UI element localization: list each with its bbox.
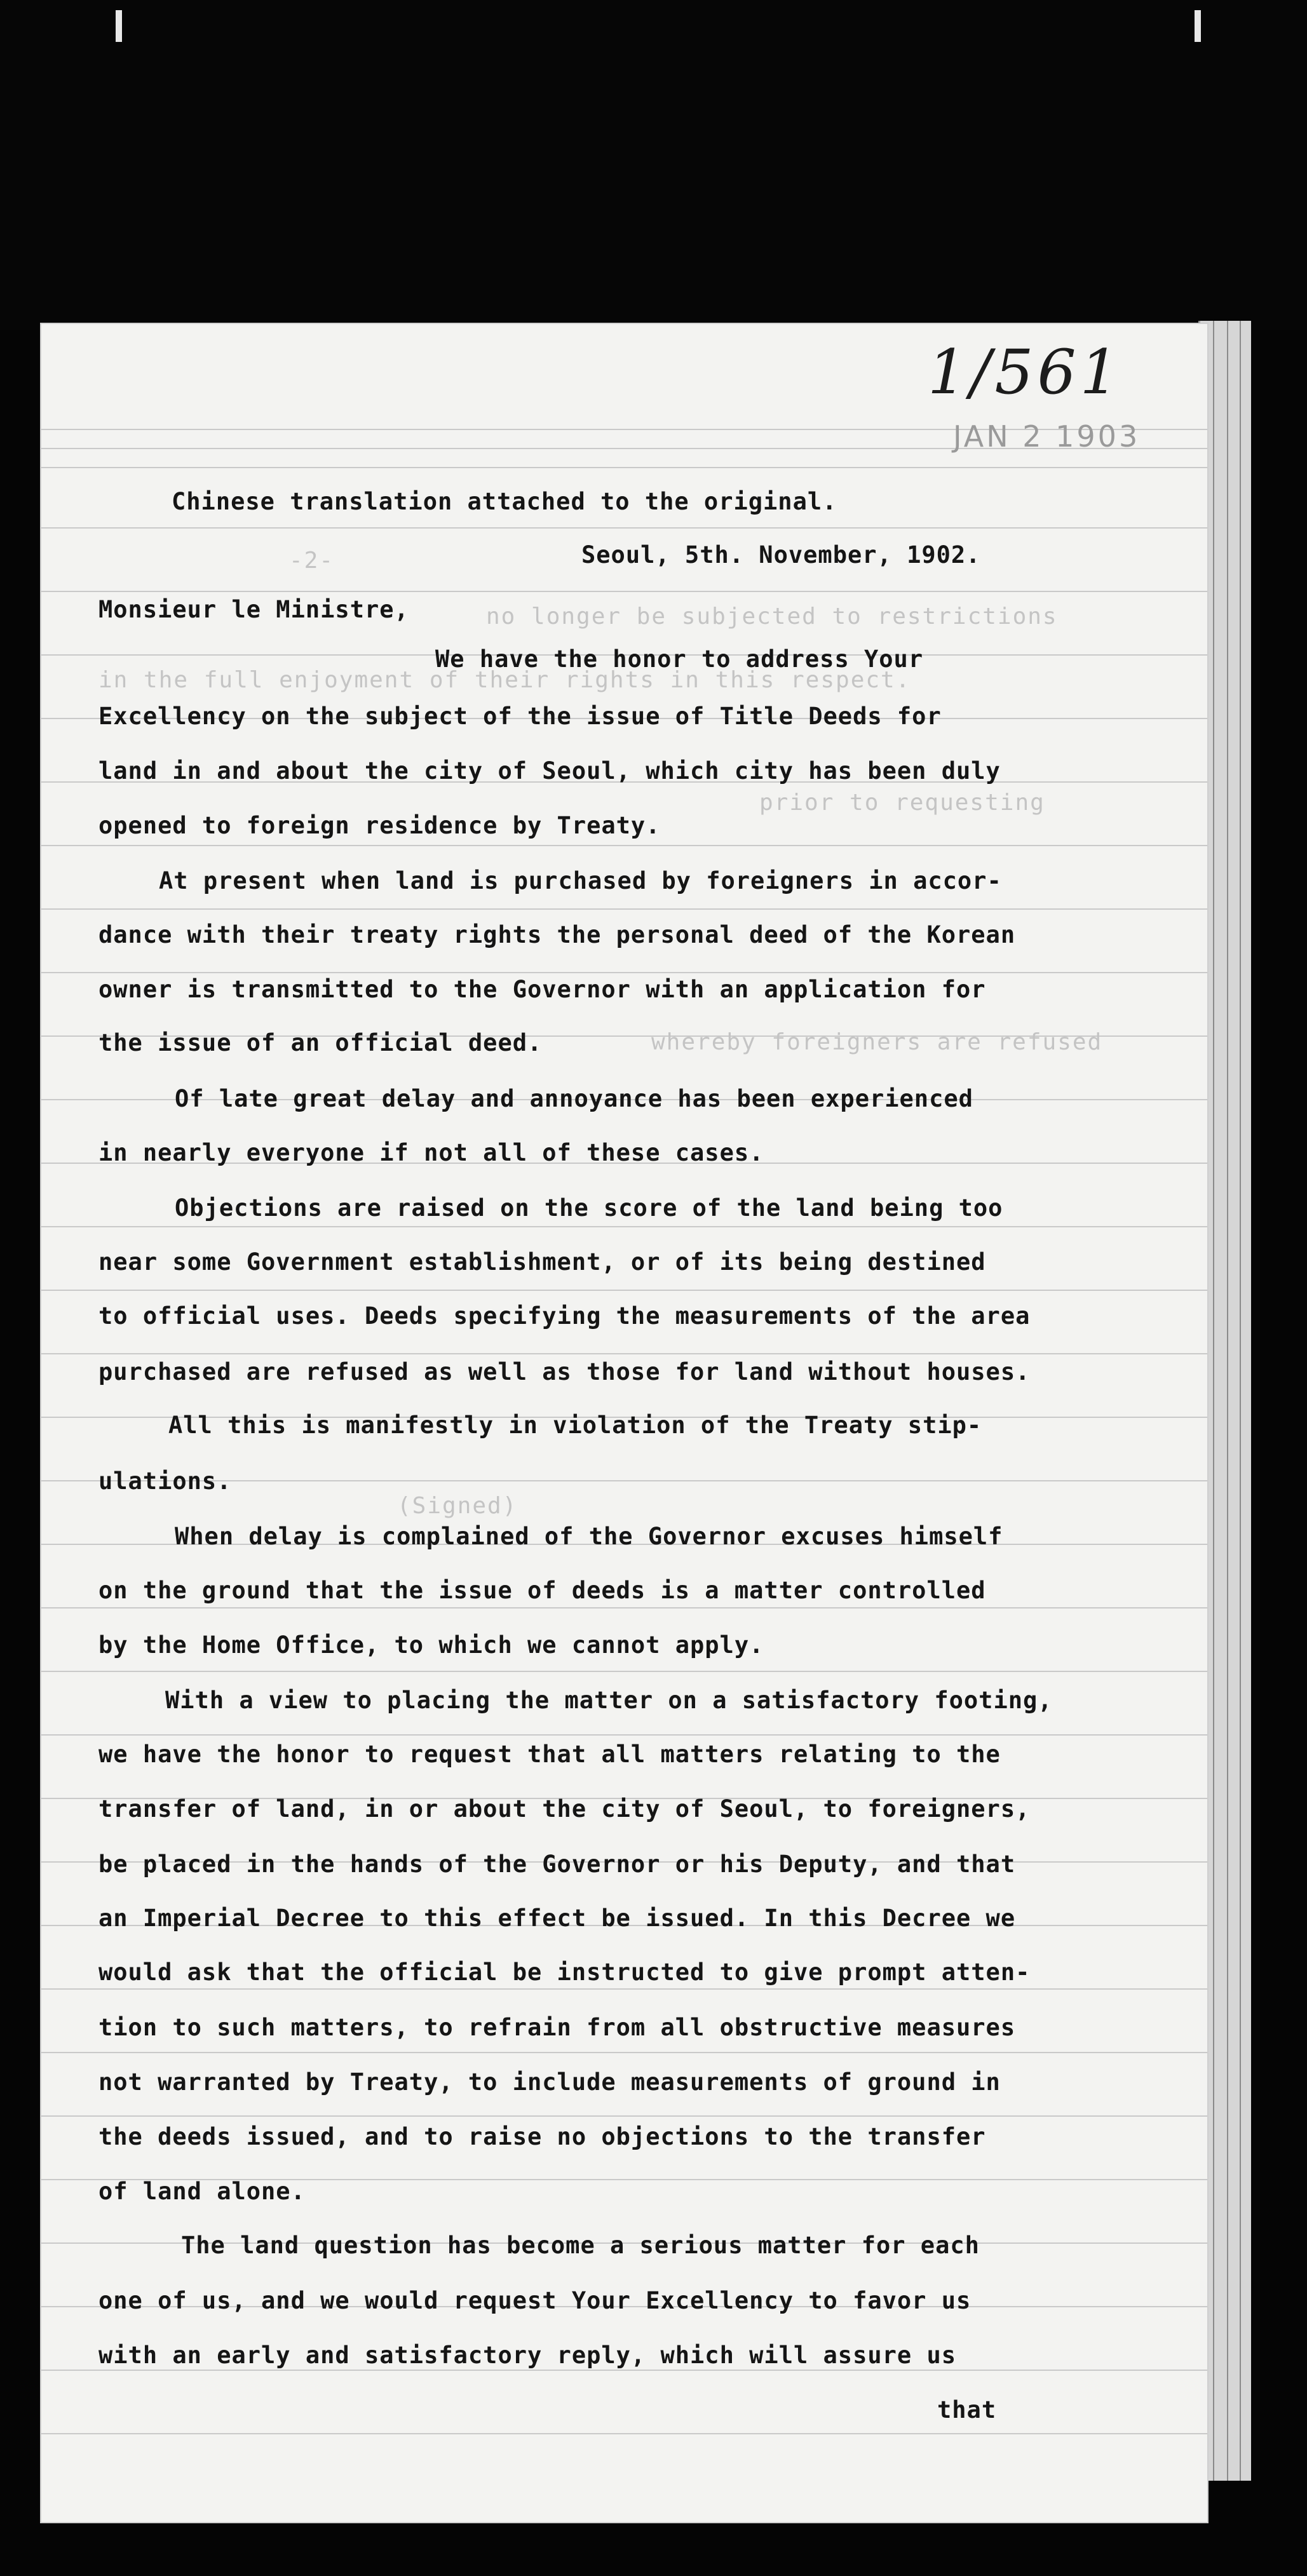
ruled-line [41,908,1207,910]
body-line: owner is transmitted to the Governor with an application for [98,976,986,1003]
ruled-line [41,2433,1207,2434]
catchword: that [937,2396,997,2424]
body-line: purchased are refused as well as those for land without houses. [98,1358,1031,1386]
body-line: on the ground that the issue of deeds is a matter controlled [98,1577,986,1604]
body-line: in nearly everyone if not all of these cases. [98,1139,764,1166]
page-edge-line [1213,321,1214,2481]
ruled-line [41,527,1207,529]
body-line: With a view to placing the matter on a satisfactory footing, [165,1687,1053,1714]
ruled-line [41,1734,1207,1736]
ruled-line [41,1290,1207,1291]
ruled-line [41,467,1207,468]
body-line: near some Government establishment, or of its being destined [98,1248,986,1276]
ruled-line [41,1353,1207,1354]
body-line: the deeds issued, and to raise no objections to the transfer [98,2123,986,2150]
ruled-line [41,1226,1207,1227]
body-line: ulations. [98,1467,232,1495]
body-line: with an early and satisfactory reply, which will assure us [98,2342,957,2369]
body-line: transfer of land, in or about the city of Seoul, to foreigners, [98,1795,1031,1823]
bleed-through-text: whereby foreigners are refused [651,1029,1103,1055]
page-edge-line [1240,321,1241,2481]
ruled-line [41,2052,1207,2053]
bleed-through-text: no longer be subjected to restrictions [486,604,1058,630]
body-line: an Imperial Decree to this effect be issued. In this Decree we [98,1905,1016,1932]
body-line: At present when land is purchased by foreigners in accor- [159,867,1002,894]
bleed-through-text: (Signed) [397,1493,518,1519]
dateline: Seoul, 5th. November, 1902. [581,541,981,569]
body-line: would ask that the official be instructed to give prompt atten- [98,1959,1031,1986]
body-line: of land alone. [98,2178,306,2205]
body-line: The land question has become a serious matter for each [181,2232,980,2259]
film-frame-mark [116,10,122,42]
body-line: tion to such matters, to refrain from all obstructive measures [98,2014,1016,2041]
ruled-line [41,591,1207,592]
body-line: opened to foreign residence by Treaty. [98,812,661,839]
ruled-line [41,1671,1207,1672]
ruled-line [41,1988,1207,1990]
bleed-through-text: in the full enjoyment of their rights in this respect. [98,667,911,693]
body-line: We have the honor to address Your [435,645,924,673]
letter-page [41,324,1207,2522]
received-date-stamp: JAN 2 1903 [953,419,1141,454]
film-frame-mark [1195,10,1201,42]
body-line: land in and about the city of Seoul, which city has been duly [98,757,1001,785]
bleed-through-text: -2- [289,548,335,574]
folio-number: 1/561 [928,337,1123,408]
ruled-line [41,972,1207,973]
body-line: we have the honor to request that all matters relating to the [98,1741,1001,1768]
body-line: the issue of an official deed. [98,1029,543,1056]
body-line: dance with their treaty rights the personal deed of the Korean [98,921,1016,948]
body-line: be placed in the hands of the Governor or his Deputy, and that [98,1851,1016,1878]
annotation-line: Chinese translation attached to the original. [172,488,837,515]
ruled-line [41,2370,1207,2371]
ruled-line [41,1607,1207,1608]
body-line: When delay is complained of the Governor excuses himself [175,1523,1003,1550]
body-line: by the Home Office, to which we cannot apply. [98,1631,764,1659]
body-line: one of us, and we would request Your Excellency to favor us [98,2287,972,2314]
page-edge-line [1227,321,1228,2481]
body-line: to official uses. Deeds specifying the measurements of the area [98,1302,1031,1330]
body-line: Of late great delay and annoyance has been experienced [175,1085,973,1112]
film-border [0,0,1307,330]
body-line: Excellency on the subject of the issue of Title Deeds for [98,703,942,730]
ruled-line [41,2115,1207,2117]
body-line: All this is manifestly in violation of the Treaty stip- [168,1412,982,1439]
body-line: not warranted by Treaty, to include measurements of ground in [98,2068,1001,2096]
salutation: Monsieur le Ministre, [98,596,409,623]
ruled-line [41,845,1207,846]
bleed-through-text: prior to requesting [759,790,1045,816]
body-line: Objections are raised on the score of the land being too [175,1194,1003,1222]
